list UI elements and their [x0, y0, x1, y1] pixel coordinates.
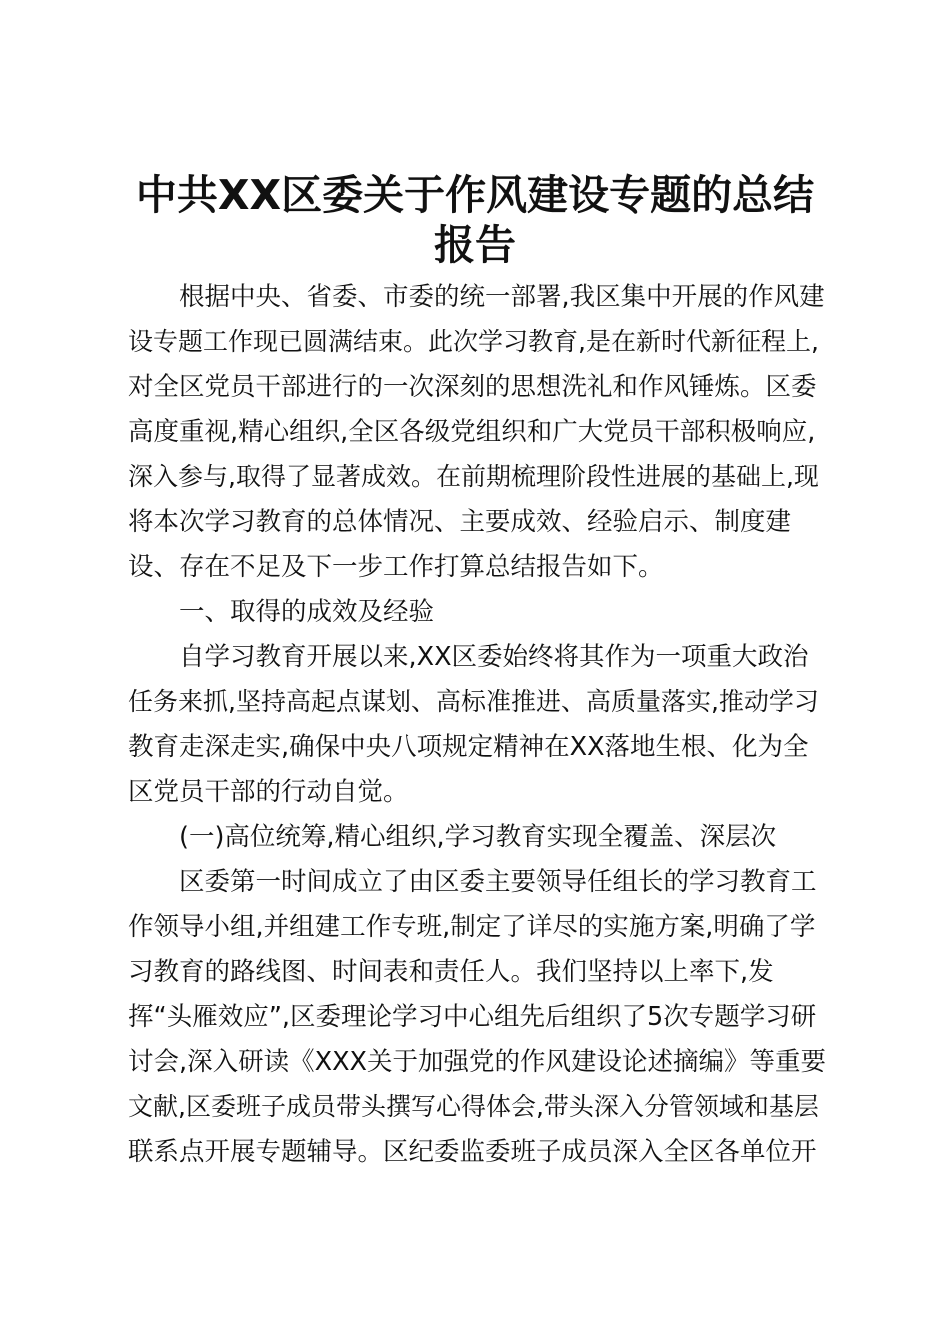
paragraph-line: 自学习教育开展以来,XX区委始终将其作为一项重大政治 [179, 642, 809, 672]
paragraph-line: 高度重视,精心组织,全区各级党组织和广大党员干部积极响应, [128, 417, 816, 447]
paragraph-line: 区委第一时间成立了由区委主要领导任组长的学习教育工 [179, 867, 817, 897]
paragraph-line: 作领导小组,并组建工作专班,制定了详尽的实施方案,明确了学 [128, 912, 816, 942]
document-title-line-2: 报告 [434, 221, 516, 269]
paragraph-line: 文献,区委班子成员带头撰写心得体会,带头深入分管领域和基层 [128, 1092, 819, 1121]
document-title-line-1: 中共XX区委关于作风建设专题的总结 [135, 171, 815, 219]
paragraph-line: 教育走深走实,确保中央八项规定精神在XX落地生根、化为全 [128, 732, 809, 762]
paragraph-line: 区党员干部的行动自觉。 [128, 777, 409, 807]
subsection-heading: (一)高位统筹,精心组织,学习教育实现全覆盖、深层次 [179, 822, 777, 852]
paragraph-line: 对全区党员干部进行的一次深刻的思想洗礼和作风锤炼。区委 [128, 372, 817, 402]
paragraph-line: 联系点开展专题辅导。区纪委监委班子成员深入全区各单位开 [128, 1137, 817, 1167]
paragraph-line: 挥“头雁效应”,区委理论学习中心组先后组织了5次专题学习研 [128, 1002, 817, 1032]
paragraph-line: 设、存在不足及下一步工作打算总结报告如下。 [128, 552, 664, 582]
paragraph-line: 任务来抓,坚持高起点谋划、高标准推进、高质量落实,推动学习 [128, 687, 819, 716]
paragraph-line: 深入参与,取得了显著成效。在前期梳理阶段性进展的基础上,现 [128, 462, 819, 491]
paragraph-line: 习教育的路线图、时间表和责任人。我们坚持以上率下,发 [128, 957, 774, 987]
paragraph-line: 根据中央、省委、市委的统一部署,我区集中开展的作风建 [179, 282, 825, 312]
paragraph-line: 讨会,深入研读《XXX关于加强党的作风建设论述摘编》等重要 [128, 1047, 827, 1077]
paragraph-line: 将本次学习教育的总体情况、主要成效、经验启示、制度建 [128, 507, 792, 537]
paragraph-line: 设专题工作现已圆满结束。此次学习教育,是在新时代新征程上, [128, 327, 819, 356]
section-heading: 一、取得的成效及经验 [179, 597, 435, 627]
